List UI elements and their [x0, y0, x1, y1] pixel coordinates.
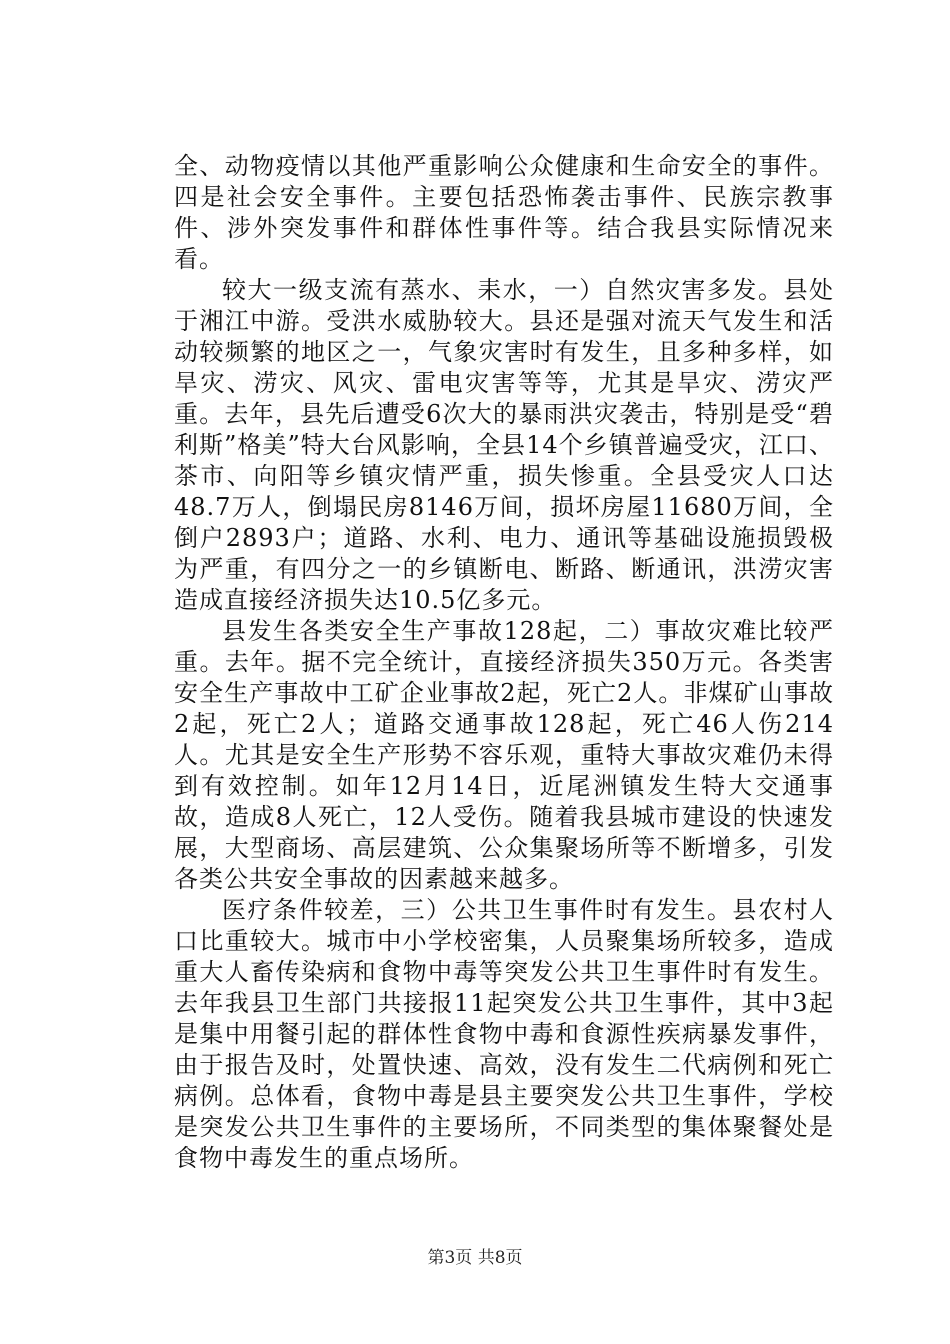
document-body: [174, 151, 834, 1174]
page-footer: 第3页 共8页: [427, 1248, 523, 1268]
paragraph-continuation: 全、动物疫情以其他严重影响公众健康和生命安全的事件。四是社会安全事件。主要包括恐怖袭击事件、民族宗教事件、涉外突发事件和群体性事件等。结合我县实际情况来看。: [174, 152, 834, 273]
paragraph-natural-disasters: 较大一级支流有蒸水、耒水，一）自然灾害多发。县处于湘江中游。受洪水威胁较大。县还是强对流天气发生和活动较频繁的地区之一，气象灾害时有发生，且多种多样，如旱灾、涝灾、风灾、雷电灾害等等，尤其是旱灾、涝灾严重。去年，县先后遭受6次大的暴雨洪灾袭击，特别是受“碧利斯”格美”特大台风影响，全县14个乡镇普遍受灾，江口、茶市、向阳等乡镇灾情严重，损失惨重。全县受灾人口达48.7万人，倒塌民房8146万间，损坏房屋11680万间，全倒户2893户；道路、水利、电力、通讯等基础设施损毁极为严重，有四分之一的乡镇断电、断路、断通讯，洪涝灾害造成直接经济损失达10.5亿多元。: [174, 276, 834, 614]
paragraph-accident-disasters: 县发生各类安全生产事故128起，二）事故灾难比较严重。去年。据不完全统计，直接经济损失350万元。各类害安全生产事故中工矿企业事故2起，死亡2人。非煤矿山事故2起，死亡2人；道路交通事故128起，死亡46人伤214人。尤其是安全生产形势不容乐观，重特大事故灾难仍未得到有效控制。如年12月14日，近尾洲镇发生特大交通事故，造成8人死亡，12人受伤。随着我县城市建设的快速发展，大型商场、高层建筑、公众集聚场所等不断增多，引发各类公共安全事故的因素越来越多。: [174, 617, 834, 893]
paragraph-public-health: 医疗条件较差，三）公共卫生事件时有发生。县农村人口比重较大。城市中小学校密集，人员聚集场所较多，造成重大人畜传染病和食物中毒等突发公共卫生事件时有发生。去年我县卫生部门共接报11起突发公共卫生事件，其中3起是集中用餐引起的群体性食物中毒和食源性疾病暴发事件，由于报告及时，处置快速、高效，没有发生二代病例和死亡病例。总体看，食物中毒是县主要突发公共卫生事件，学校是突发公共卫生事件的主要场所，不同类型的集体聚餐处是食物中毒发生的重点场所。: [174, 896, 834, 1172]
